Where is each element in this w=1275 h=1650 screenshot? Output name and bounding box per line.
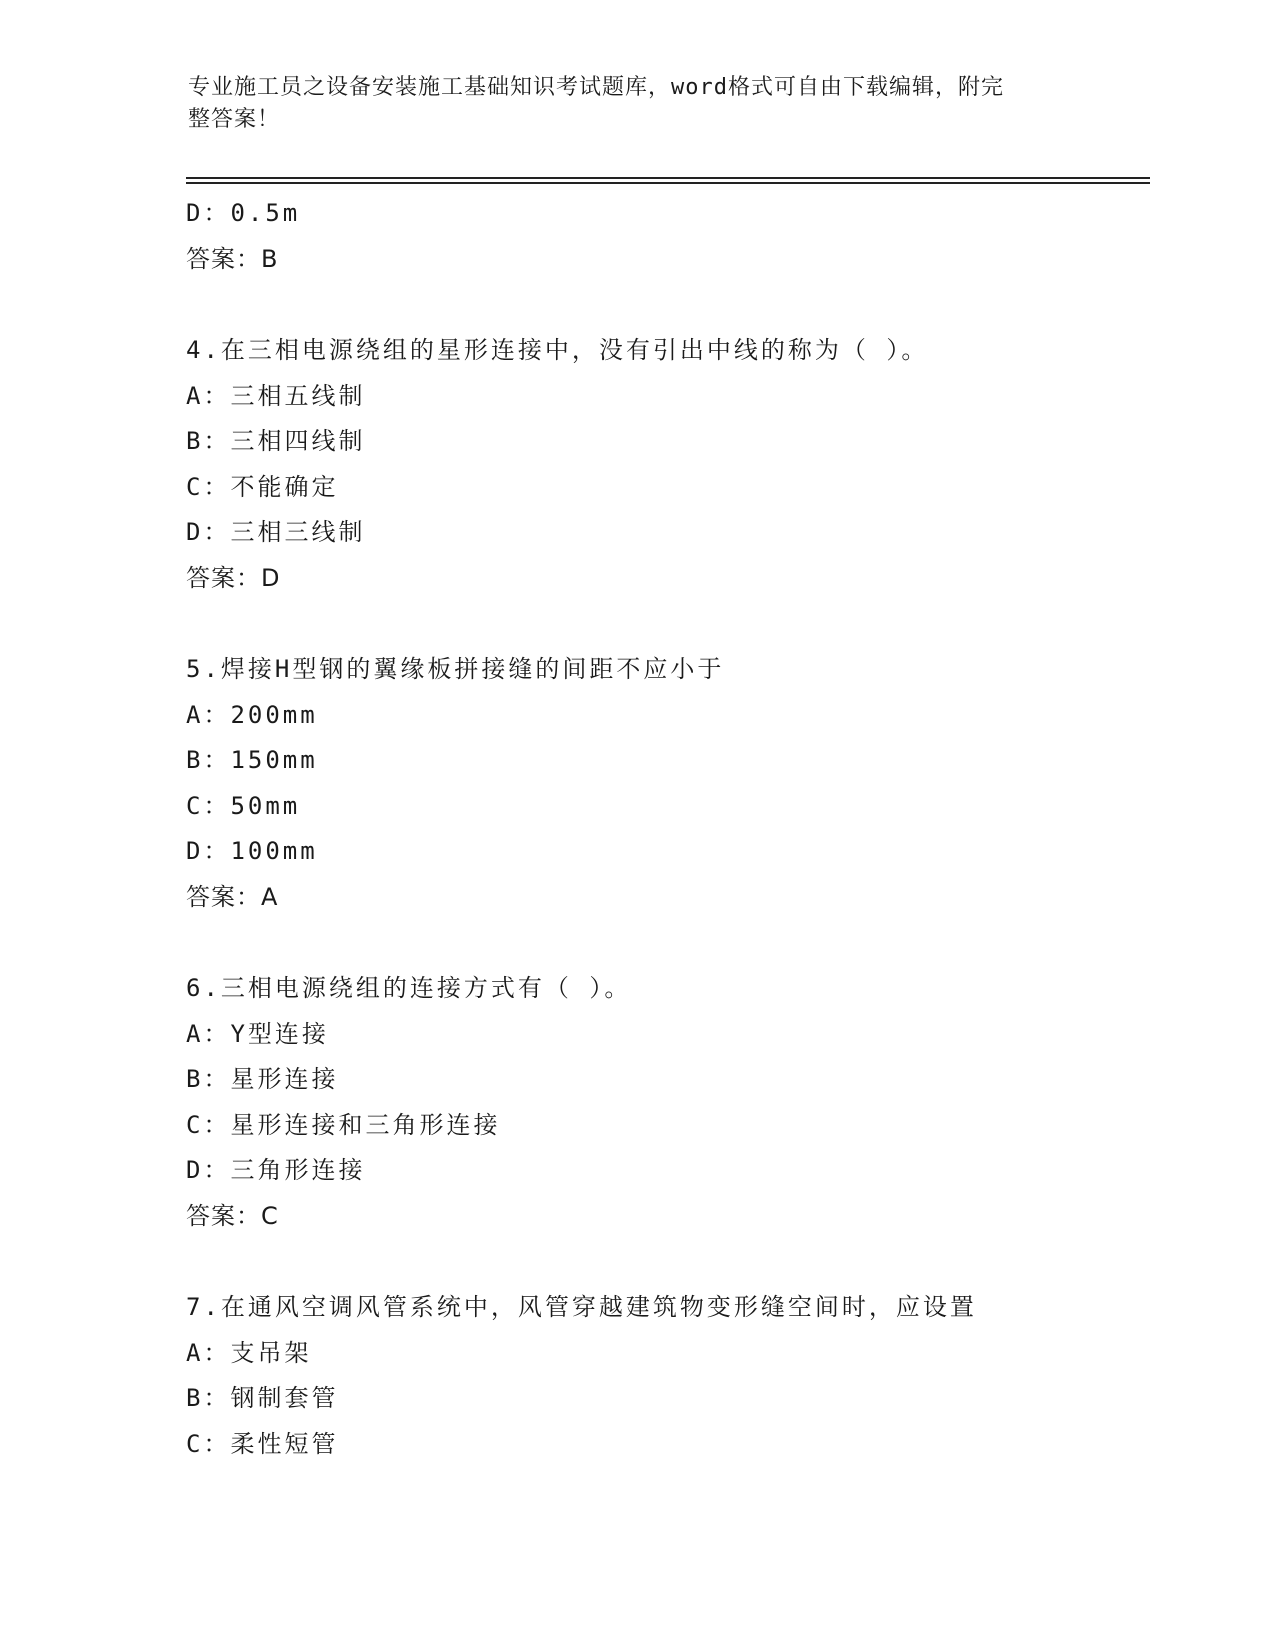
question-4 xyxy=(186,328,1146,601)
option-d: D：0.5m xyxy=(186,199,301,227)
answer-line: 答案：C xyxy=(186,1201,279,1230)
question-5 xyxy=(186,647,1146,920)
spacer xyxy=(186,601,1146,647)
header-line-2: 整答案！ xyxy=(188,107,281,132)
question-3-tail xyxy=(186,191,1146,282)
option-d: D：三角形连接 xyxy=(186,1156,366,1184)
answer-line: 答案：B xyxy=(186,244,279,273)
question-stem: 7.在通风空调风管系统中，风管穿越建筑物变形缝空间时，应设置 xyxy=(186,1293,977,1321)
header-line-1: 专业施工员之设备安装施工基础知识考试题库，word格式可自由下载编辑，附完 xyxy=(188,75,1004,100)
option-b: B：150mm xyxy=(186,746,318,774)
spacer xyxy=(186,1239,1146,1285)
header-divider-top xyxy=(186,177,1150,179)
document-header xyxy=(188,72,1068,136)
option-c: C：50mm xyxy=(186,791,301,820)
option-d: D：100mm xyxy=(186,837,318,865)
option-d: D：三相三线制 xyxy=(186,518,366,546)
spacer xyxy=(186,920,1146,966)
spacer xyxy=(186,282,1146,328)
answer-line: 答案：D xyxy=(186,563,281,592)
option-b: B：星形连接 xyxy=(186,1065,339,1093)
question-stem: 5.焊接H型钢的翼缘板拼接缝的间距不应小于 xyxy=(186,655,725,683)
option-a: A：三相五线制 xyxy=(186,381,366,410)
option-b: B：三相四线制 xyxy=(186,427,366,455)
option-a: A：支吊架 xyxy=(186,1338,312,1367)
question-7 xyxy=(186,1285,1146,1467)
question-stem: 6.三相电源绕组的连接方式有（ ）。 xyxy=(186,974,632,1002)
option-a: A：Y型连接 xyxy=(186,1019,329,1048)
question-list xyxy=(186,191,1146,1467)
option-c: C：星形连接和三角形连接 xyxy=(186,1110,501,1139)
answer-line: 答案：A xyxy=(186,882,279,911)
question-6 xyxy=(186,966,1146,1239)
option-a: A：200mm xyxy=(186,700,318,729)
option-c: C：柔性短管 xyxy=(186,1429,339,1458)
option-c: C：不能确定 xyxy=(186,472,339,501)
option-b: B：钢制套管 xyxy=(186,1384,339,1412)
question-stem: 4.在三相电源绕组的星形连接中，没有引出中线的称为（ ）。 xyxy=(186,336,929,364)
header-divider-bottom xyxy=(186,182,1150,184)
